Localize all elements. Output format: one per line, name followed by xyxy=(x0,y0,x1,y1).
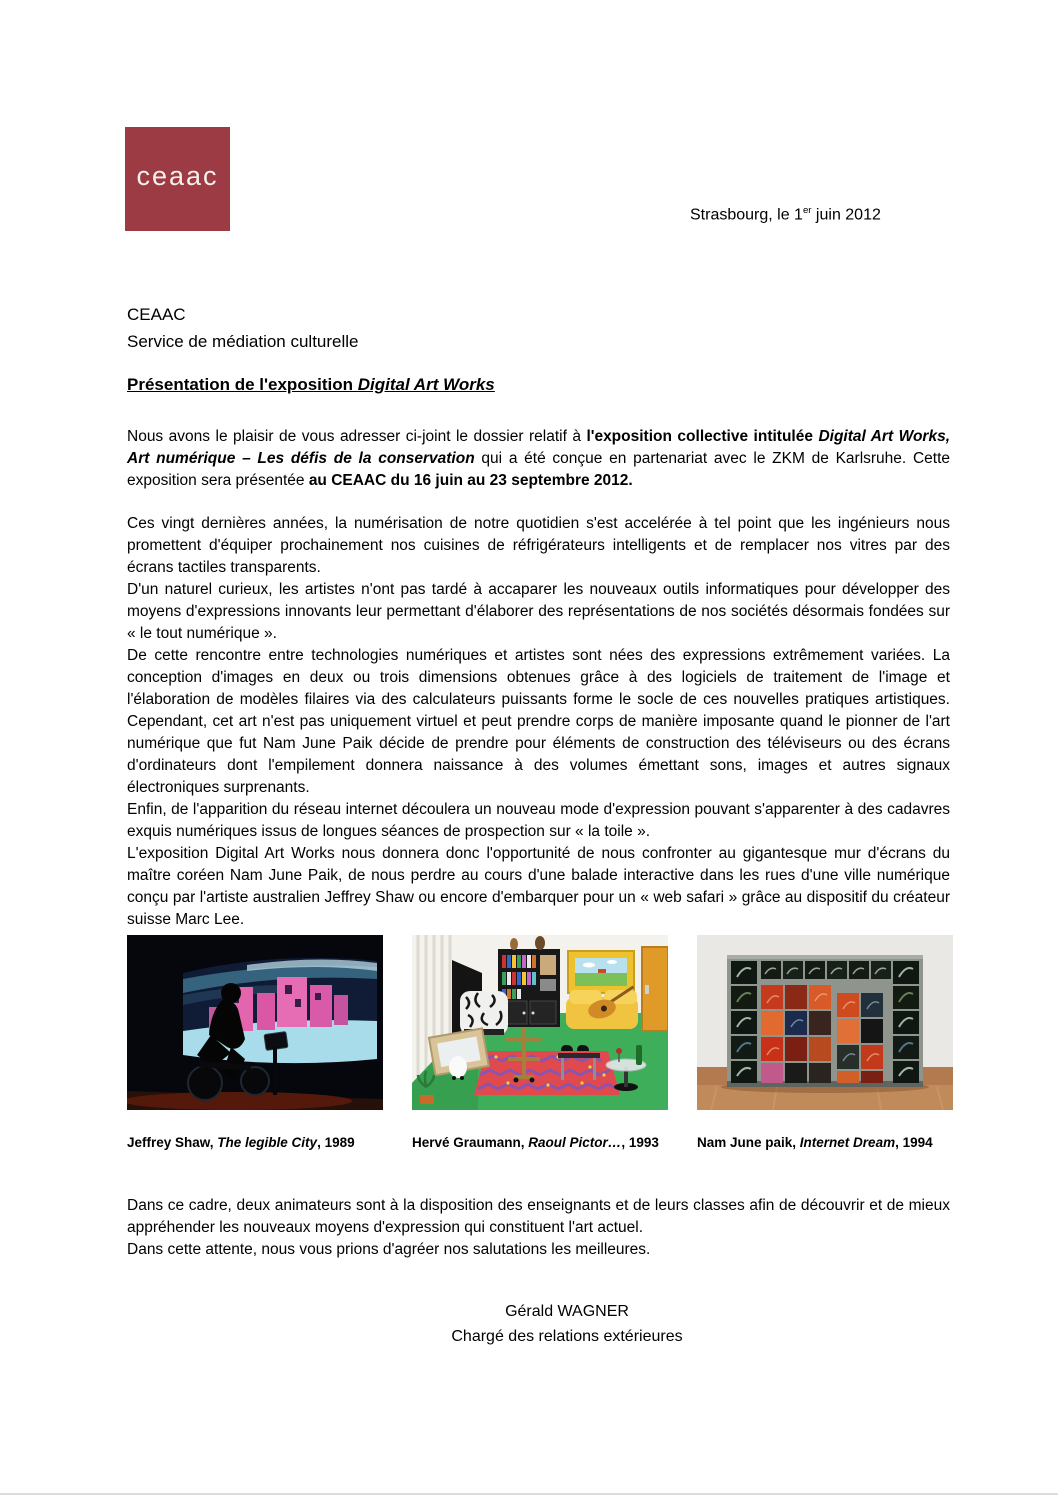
figure-internet-dream xyxy=(697,935,953,1150)
intro-paragraph: Nous avons le plaisir de vous adresser ci-joint le dossier relatif à l'exposition collective intitulée Digital Art Works, Art numérique – Les défis de la conservation qui a été conçue en partenariat avec le ZKM de Karlsruhe. Cette exposition sera présentée au CEAAC du 16 juin au 23 septembre 2012. xyxy=(127,428,950,489)
org-name: CEAAC xyxy=(127,305,186,324)
paragraph: De cette rencontre entre technologies numériques et artistes sont nées des expressions extrêmement variées. La conception d'images en deux ou trois dimensions obtenues grâce à des logiciels de traitement de l'image et l'élaboration de modèles filaires via des calculateurs puissants forme le socle de ces nouvelles pratiques artistiques. Cependant, cet art n'est pas uniquement virtuel et peut prendre corps de manière imposante quand le pionner de l'art numérique que fut Nam June Paik décide de prendre pour éléments de construction des téléviseurs ou des écrans d'ordinateurs dont l'empilement donnera naissance à des volumes émettant sons, images et autres signaux électroniques surprenants. xyxy=(127,647,950,796)
internet-dream-image xyxy=(697,935,953,1110)
date-line: Strasbourg, le 1er juin 2012 xyxy=(690,205,881,224)
figure-caption-raoul-pictor: Hervé Graumann, Raoul Pictor…, 1993 xyxy=(412,1135,659,1150)
legible-city-image xyxy=(127,935,383,1110)
paragraph: Enfin, de l'apparition du réseau internet découlera un nouveau mode d'expression pouvant s'apparenter à des cadavres exquis numériques issus de longues séances de prospection sur « la toile ». xyxy=(127,801,950,840)
raoul-pictor-image xyxy=(412,935,668,1110)
signature-block xyxy=(127,1299,1007,1349)
figure-caption-internet-dream: Nam June paik, Internet Dream, 1994 xyxy=(697,1135,933,1150)
figure-caption-legible-city: Jeffrey Shaw, The legible City, 1989 xyxy=(127,1135,355,1150)
document-title: Présentation de l'exposition Digital Art Works xyxy=(127,375,495,394)
figure-raoul-pictor xyxy=(412,935,668,1150)
paragraph: Dans ce cadre, deux animateurs sont à la disposition des enseignants et de leurs classes afin de découvrir et de mieux appréhender les nouveaux moyens d'expression qui constituent l'art actuel. xyxy=(127,1197,950,1236)
org-service: Service de médiation culturelle xyxy=(127,332,359,351)
figure-legible-city xyxy=(127,935,383,1150)
page-bottom-edge xyxy=(0,1493,1058,1495)
signature-role: Chargé des relations extérieures xyxy=(451,1328,683,1345)
paragraph: Dans cette attente, nous vous prions d'agréer nos salutations les meilleures. xyxy=(127,1241,651,1258)
org-block xyxy=(127,301,359,355)
ceaac-logo-text: ceaac xyxy=(136,160,219,191)
signature-name: Gérald WAGNER xyxy=(505,1303,629,1320)
body-text xyxy=(127,513,950,931)
ceaac-logo xyxy=(125,127,230,231)
paragraph: D'un naturel curieux, les artistes n'ont pas tardé à accaparer les nouveaux outils informatiques pour développer des moyens d'expressions innovants leur permettant d'élaborer des représentations de nos sociétés désormais fondées sur « le tout numérique ». xyxy=(127,581,950,642)
closing-text xyxy=(127,1195,950,1261)
figure-row xyxy=(127,935,957,1150)
paragraph: Ces vingt dernières années, la numérisation de notre quotidien s'est accelérée à tel point que les ingénieurs nous promettent d'équiper prochainement nos cuisines de réfrigérateurs intelligents et de remplacer nos vitres par des écrans tactiles transparents. xyxy=(127,515,950,576)
paragraph: L'exposition Digital Art Works nous donnera donc l'opportunité de nous confronter au gigantesque mur d'écrans du maître coréen Nam June Paik, de nous perdre au cours d'une balade interactive dans les rues d'une ville numérique conçu par l'artiste australien Jeffrey Shaw ou encore d'embarquer pour un « web safari » grâce au dispositif du créateur suisse Marc Lee. xyxy=(127,845,950,928)
